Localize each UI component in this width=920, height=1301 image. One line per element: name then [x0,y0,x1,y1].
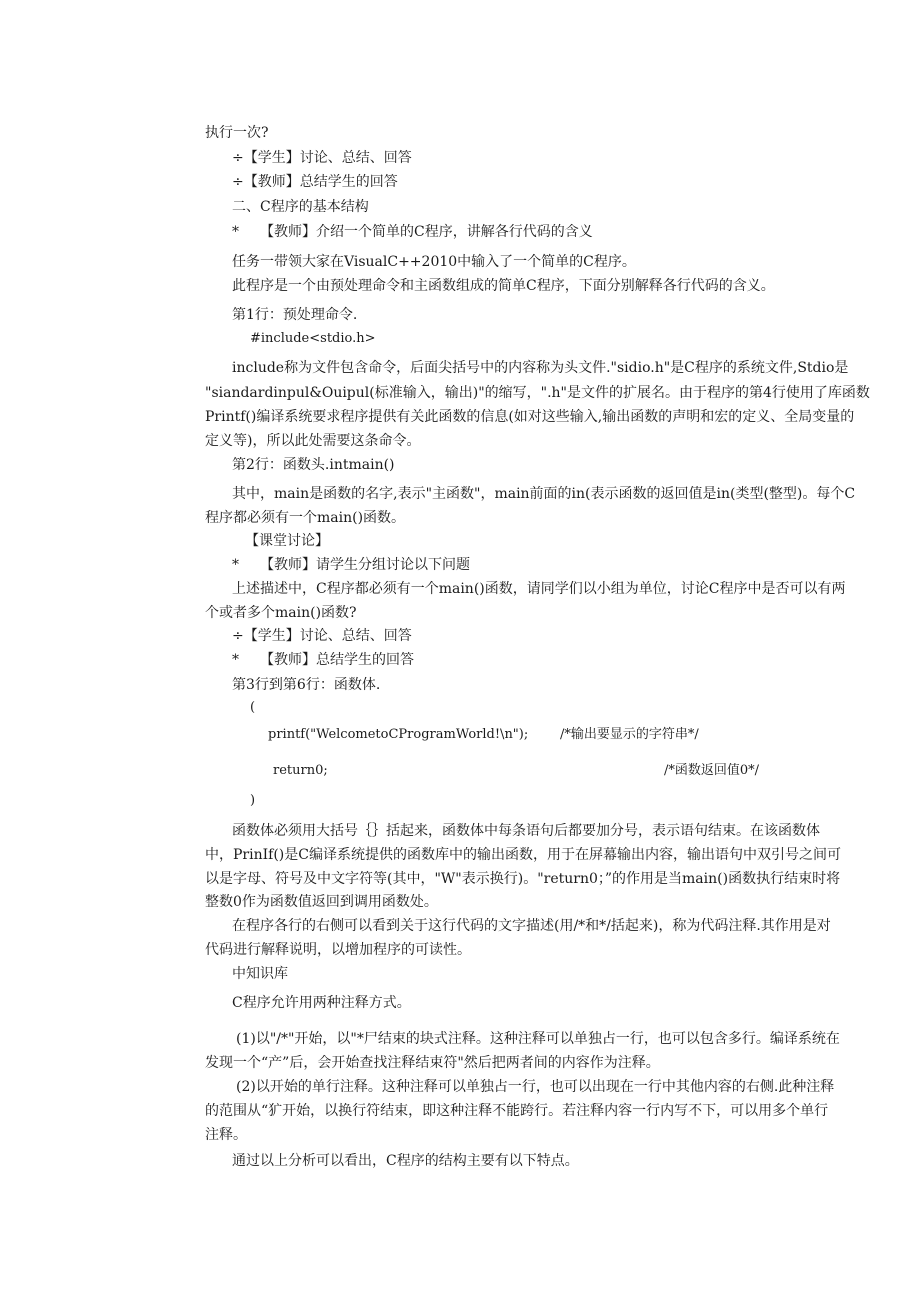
text-line: 代码进行解释说明，以增加程序的可读性。 [205,942,471,958]
text-line: 的范围从“犷开始，以换行符结束，即这种注释不能跨行。若注释内容一行内写不下，可以用多个单行 [205,1103,829,1119]
text-line: 函数体必须用大括号｛｝括起来，函数体中每条语句后都要加分号，表示语句结束。在该函数体 [232,823,820,839]
text-line: 注释。 [205,1127,247,1143]
text-line: 第1行：预处理命令. [232,307,358,323]
section-heading: 二、C程序的基本结构 [232,199,369,215]
text-line: C程序允许用两种注释方式。 [232,995,411,1011]
text-line: include称为文件包含命令，后面尖括号中的内容称为头文件."sidio.h"是C程序的系统文件,Stdio是 [232,360,849,376]
text-line: Printf()编译系统要求程序提供有关此函数的信息(如对这些输入,输出函数的声明和宏的定义、全局变量的 [205,409,855,425]
discussion-heading: 【课堂讨论】 [245,533,329,549]
text-line: 执行一次? [205,125,269,141]
text-line: 整数0作为函数值返回到调用函数处。 [205,894,438,910]
code-line: printf("WelcometoCProgramWorld!\n"); [268,727,529,742]
text-line: ÷【学生】讨论、总结、回答 [232,150,412,166]
text-line: 以是字母、符号及中文字符等(其中，"W"表示换行)。"return0；”的作用是当main()函数执行结束时将 [205,871,841,887]
text-line: 此程序是一个由预处理命令和主函数组成的简单C程序，下面分别解释各行代码的含义。 [232,278,775,294]
text-line: 中，PrinIf()是C编译系统提供的函数库中的输出函数，用于在屏幕输出内容，输出语句中双引号之间可 [205,847,841,863]
text-line: 上述描述中，C程序都必须有一个main()函数，请同学们以小组为单位，讨论C程序中是否可以有两 [232,581,846,597]
text-line: 个或者多个main()函数? [205,605,357,621]
text-line: "siandardinpul&Ouipul(标准输入，输出)"的缩写，".h"是文件的扩展名。由于程序的第4行使用了库函数 [205,385,870,401]
code-brace-close: ) [250,793,256,808]
text-line: (1)以"/*"开始，以"*尸结束的块式注释。这种注释可以单独占一行，也可以包含多行。编译系统在 [236,1031,840,1047]
text-line: 发现一个“产”后，会开始查找注释结束符"然后把两者间的内容作为注释。 [205,1055,660,1071]
text-line: 第2行：函数头.intmain() [232,457,395,473]
text-line: 在程序各行的右侧可以看到关于这行代码的文字描述(用/*和*/括起来)，称为代码注释.其作用是对 [232,918,831,934]
text-line: ÷【学生】讨论、总结、回答 [232,628,412,644]
text-line: 任务一带领大家在VisualC++2010中输入了一个简单的C程序。 [232,254,636,270]
code-comment: /*函数返回值0*/ [664,763,760,778]
text-line: 定义等)，所以此处需要这条命令。 [205,433,421,449]
code-line: #include<stdio.h> [250,331,376,346]
code-comment: /*输出要显示的字符串*/ [560,727,699,742]
code-line: return0; [273,763,328,778]
knowledge-heading: 中知识库 [232,966,288,982]
text-line: 程序都必须有一个main()函数。 [205,510,406,526]
text-line: * 【教师】请学生分组讨论以下问题 [232,557,470,573]
text-line: * 【教师】介绍一个简单的C程序，讲解各行代码的含义 [232,224,593,240]
text-line: ÷【教师】总结学生的回答 [232,174,398,190]
text-line: 通过以上分析可以看出，C程序的结构主要有以下特点。 [232,1153,579,1169]
text-line: * 【教师】总结学生的回答 [232,652,414,668]
text-line: 第3行到第6行：函数体. [232,677,381,693]
text-line: 其中，main是函数的名字,表示"主函数"，main前面的in(表示函数的返回值是in(类型(整型)。每个C [232,486,856,502]
code-brace-open: ( [250,700,256,715]
text-line: (2)以开始的单行注释。这种注释可以单独占一行，也可以出现在一行中其他内容的右侧.此种注释 [236,1079,835,1095]
